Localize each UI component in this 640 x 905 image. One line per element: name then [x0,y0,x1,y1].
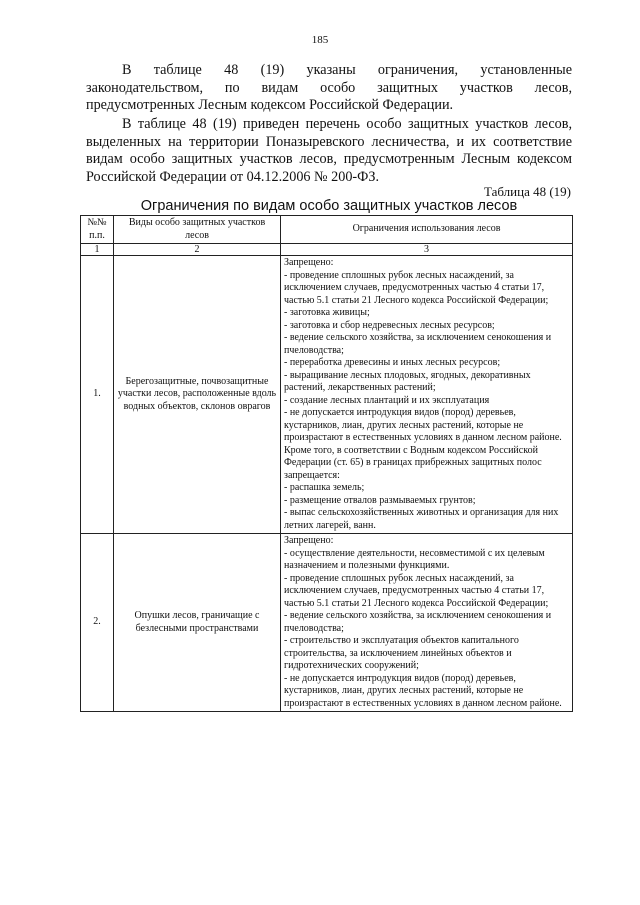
table-row [81,534,573,712]
restriction-line: - заготовка и сбор недревесных лесных ресурсов; [284,319,495,331]
restriction-line: - размещение отвалов размываемых грунтов; [284,494,476,506]
restriction-line: - строительство и эксплуатация объектов капитального строительства, за исключением линейных объектов и гидротехнических сооружений; [284,635,519,671]
restriction-line: - не допускается интродукция видов (пород) деревьев, кустарников, лиан, других лесных растений, которые не произрастают в естественных условиях в данном лесном районе. [284,407,562,443]
restriction-line: - проведение сплошных рубок лесных насаждений, за исключением случаев, предусмотренных частью 4 статьи 17, частью 5.1 статьи 21 Лесного кодекса Российской Федерации; [284,269,549,306]
table-header-row [81,216,573,244]
index-cell-1: 1 [81,244,114,256]
restriction-line: - ведение сельского хозяйства, за исключением сенокошения и пчеловодства; [284,332,552,356]
restriction-line: Кроме того, в соответствии с Водным кодексом Российской Федерации (ст. 65) в границах прибрежных защитных полос запрещается: [284,444,542,481]
restriction-line: - переработка древесины и иных лесных ресурсов; [284,357,501,368]
restriction-line: - выращивание лесных плодовых, ягодных, декоративных растений, лекарственных растений; [284,369,531,393]
restriction-line: - ведение сельского хозяйства, за исключением сенокошения и пчеловодства; [284,610,552,634]
header-restrictions: Ограничения использования лесов [281,216,573,244]
restriction-line: - выпас сельскохозяйственных животных и организация для них летних лагерей, ванн. [284,507,559,531]
restriction-line: Запрещено: [284,535,334,546]
table-title: Ограничения по видам особо защитных участков лесов [140,198,518,214]
restriction-line: - проведение сплошных рубок лесных насаждений, за исключением случаев, предусмотренных частью 4 статьи 17, частью 5.1 статьи 21 Лесного кодекса Российской Федерации; [284,572,549,609]
header-number: №№ п.п. [81,216,114,244]
table-index-row [81,244,573,256]
header-kind: Виды особо защитных участков лесов [114,216,281,244]
row-kind: Берегозащитные, почвозащитные участки лесов, расположенные вдоль водных объектов, склонов оврагов [114,256,281,534]
restrictions-table [80,215,573,712]
row-restrictions [281,534,573,712]
restriction-line: Запрещено: [284,257,334,268]
table-number-label: Таблица 48 (19) [483,184,571,199]
index-cell-2: 2 [114,244,281,256]
intro-paragraph-2: В таблице 48 (19) приведен перечень особо защитных участков лесов, выделенных на территории Поназыревского лесничества, и их соответствие видам особо защитных участков лесов, предусмотренным Лесным кодексом Российской Федерации от 04.12.2006 № 200-ФЗ. [86,116,572,185]
intro-paragraph-1: В таблице 48 (19) указаны ограничения, установленные законодательством, по видам особо защитных участков лесов, предусмотренных Лесным кодексом Российской Федерации. [86,62,572,114]
table-row [81,256,573,534]
restriction-line: - создание лесных плантаций и их эксплуатация [284,394,490,406]
row-number: 1. [81,256,114,534]
row-kind: Опушки лесов, граничащие с безлесными пространствами [114,534,281,712]
index-cell-3: 3 [281,244,573,256]
row-number: 2. [81,534,114,712]
restriction-line: - распашка земель; [284,482,365,493]
page-number: 185 [311,34,329,46]
restriction-line: - не допускается интродукция видов (пород) деревьев, кустарников, лиан, других лесных растений, которые не произрастают в естественных условиях в данном лесном районе. [284,672,562,709]
restriction-line: - осуществление деятельности, несовместимой с их целевым назначением и полезными функциями. [284,547,545,571]
row-restrictions [281,256,573,534]
restriction-line: - заготовка живицы; [284,307,370,318]
